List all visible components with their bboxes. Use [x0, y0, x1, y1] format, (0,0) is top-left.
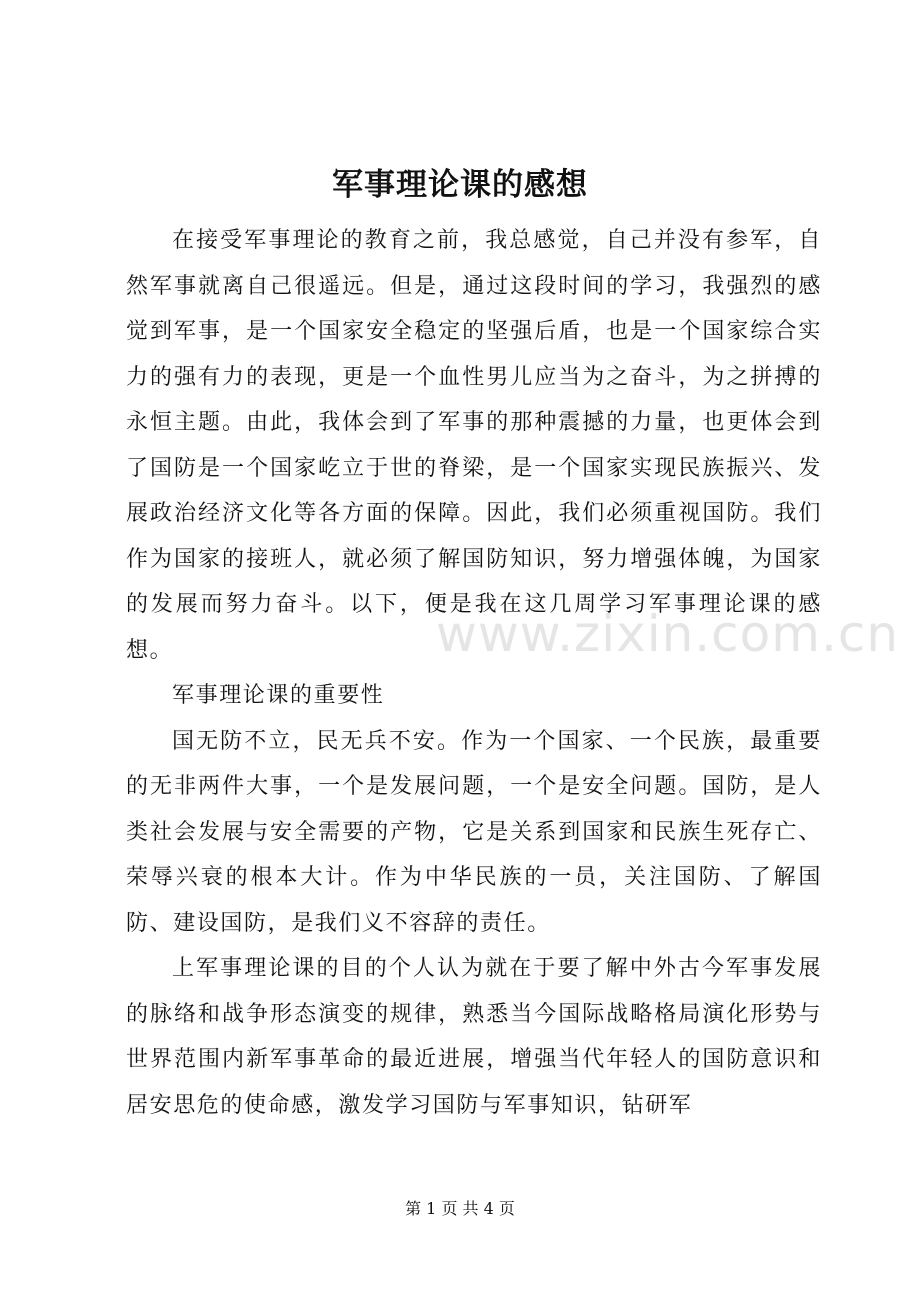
paragraph-purpose: 上军事理论课的目的个人认为就在于要了解中外古今军事发展的脉络和战争形态演变的规律，熟悉当今国际战略格局演化形势与世界范围内新军事革命的最近进展，增强当代年轻人的国防意识和居安思危的使命感，激发学习国防与军事知识，钻研军 — [126, 956, 822, 1118]
paragraph-intro: 在接受军事理论的教育之前，我总感觉，自己并没有参军，自然军事就离自己很遥远。但是，通过这段时间的学习，我强烈的感觉到军事，是一个国家安全稳定的坚强后盾，也是一个国家综合实力的强有力的表现，更是一个血性男儿应当为之奋斗，为之拼搏的永恒主题。由此，我体会到了军事的那种震撼的力量，也更体会到了国防是一个国家屹立于世的脊梁，是一个国家实现民族振兴、发展政治经济文化等各方面的保障。因此，我们必须重视国防。我们作为国家的接班人，就必须了解国防知识，努力增强体魄，为国家的发展而努力奋斗。以下，便是我在这几周学习军事理论课的感想。 — [126, 228, 822, 663]
document-body — [126, 218, 822, 1128]
paragraph-importance: 国无防不立，民无兵不安。作为一个国家、一个民族，最重要的无非两件大事，一个是发展问题，一个是安全问题。国防，是人类社会发展与安全需要的产物，它是关系到国家和民族生死存亡、荣辱兴衰的根本大计。作为中华民族的一员，关注国防、了解国防、建设国防，是我们义不容辞的责任。 — [126, 728, 822, 936]
section-heading: 军事理论课的重要性 — [172, 683, 385, 708]
watermark: www.zixin.com.cn — [436, 605, 900, 663]
page-footer: 第 1 页 共 4 页 — [405, 1199, 515, 1218]
document-title: 军事理论课的感想 — [332, 167, 588, 203]
